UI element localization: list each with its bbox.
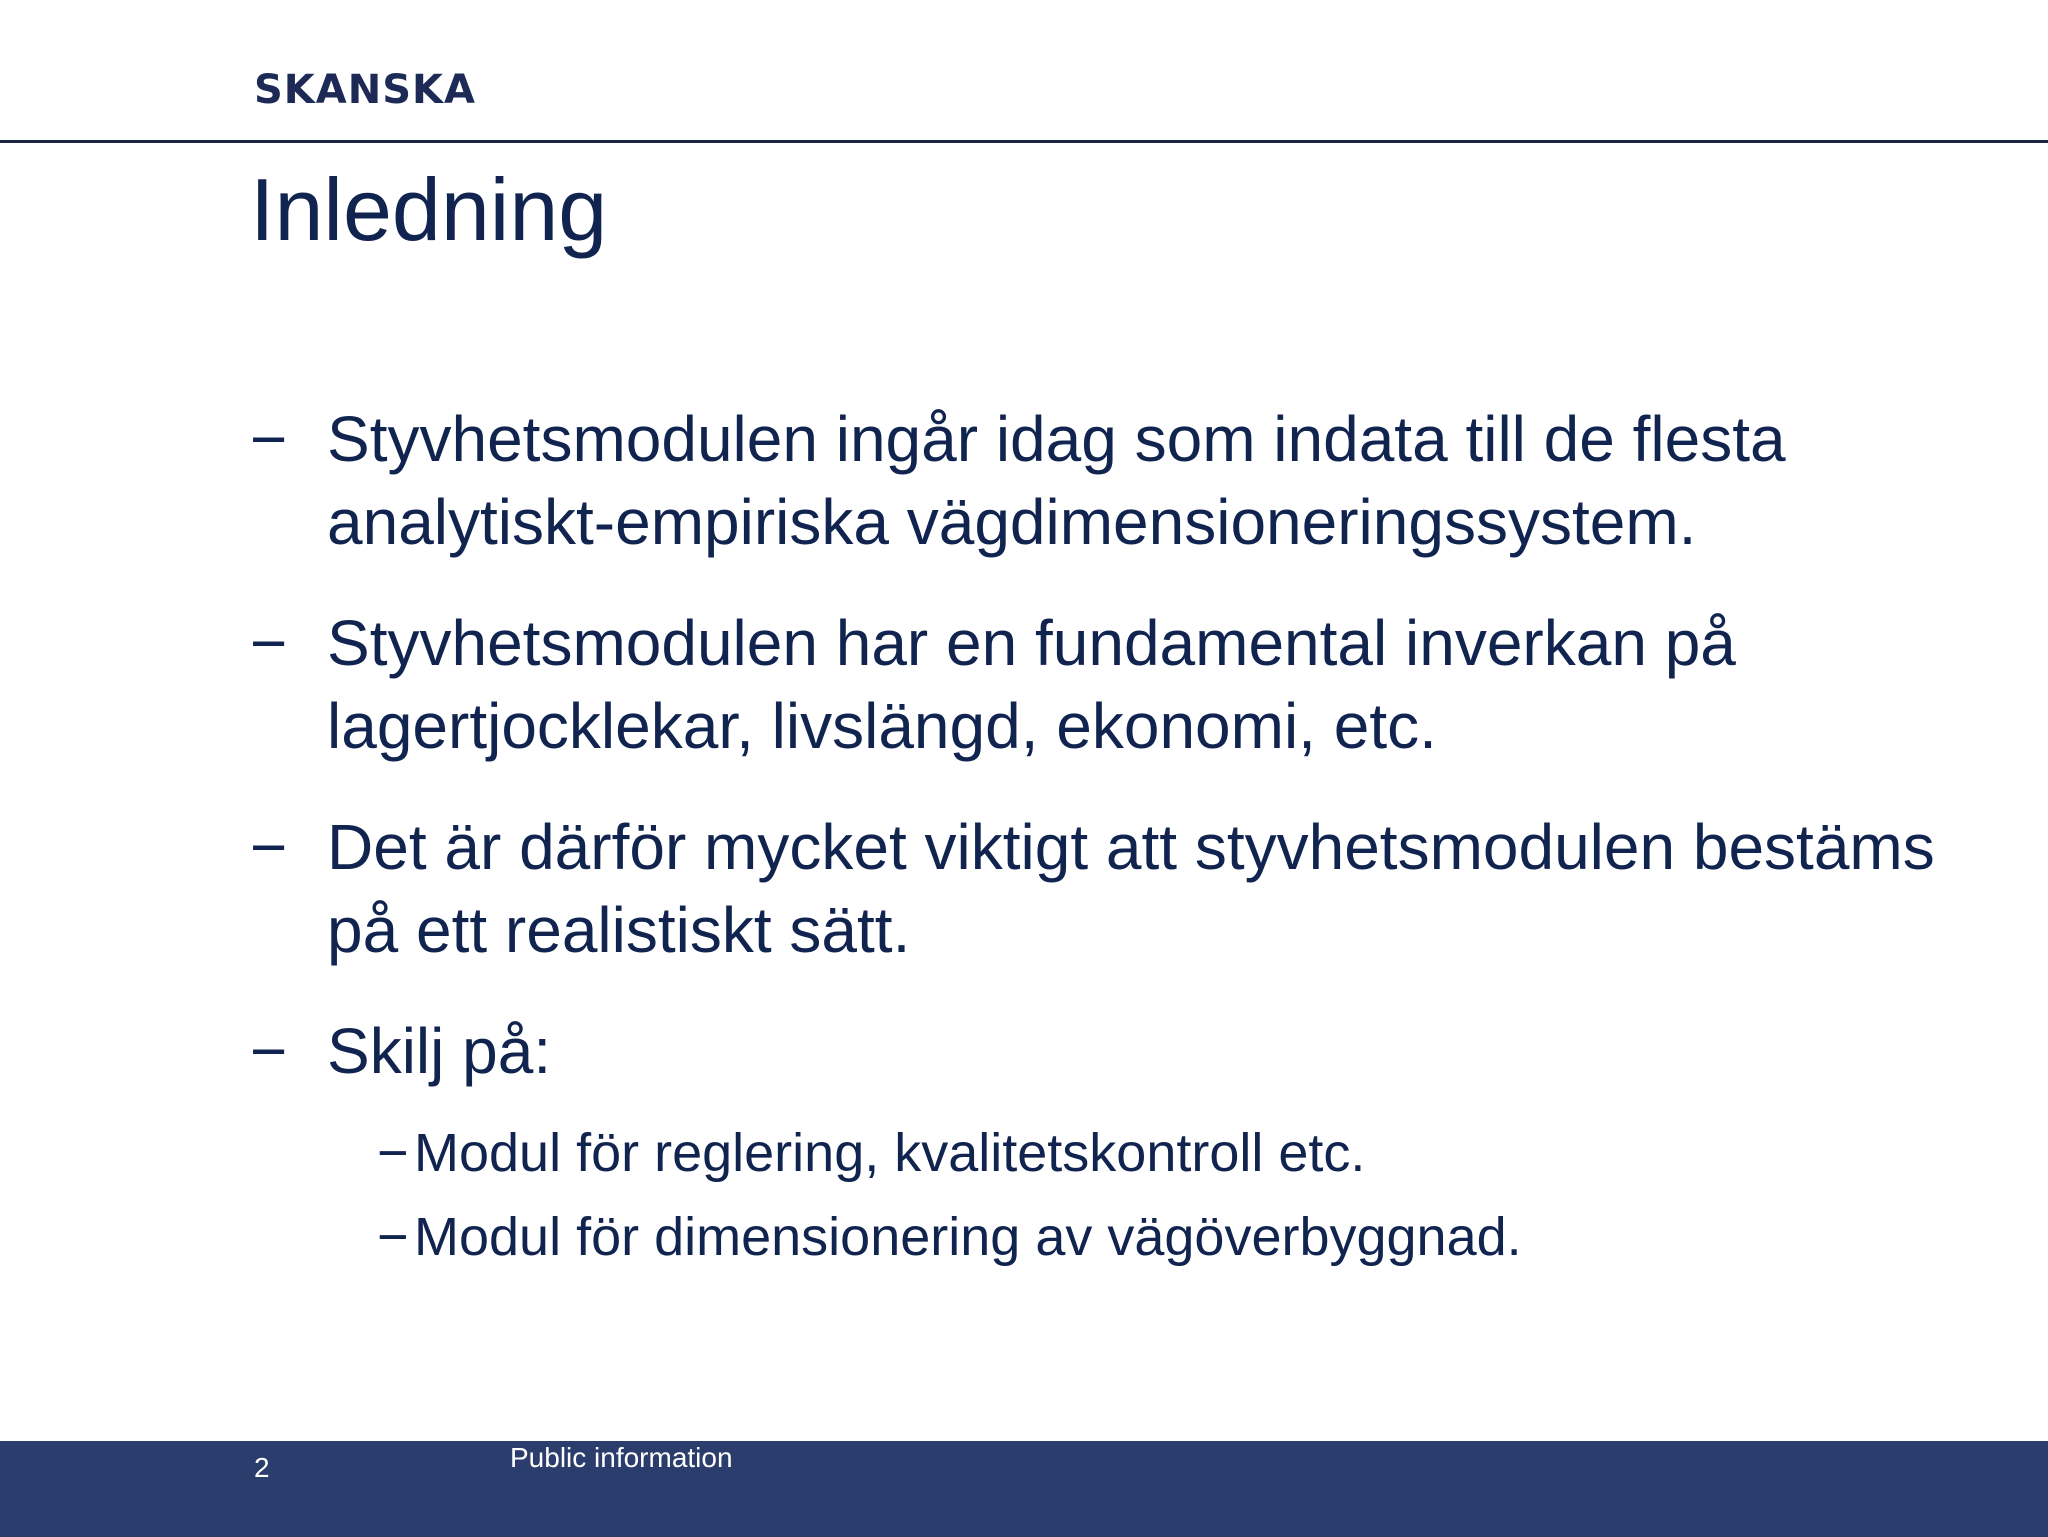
slide-title: Inledning: [250, 160, 608, 259]
classification-label: Public information: [510, 1442, 733, 1473]
bullet-item: [250, 398, 1950, 564]
page-number: 2: [254, 1452, 270, 1483]
bullet-dash: −: [250, 811, 288, 883]
sub-bullet-item: [275, 1111, 1975, 1195]
header-divider: [0, 140, 2048, 143]
bullet-text: Styvhetsmodulen ingår idag som indata till de flesta analytiskt-empiriska vägdimensioneringssystem.: [327, 403, 1786, 558]
bullet-text: Skilj på:: [327, 1015, 552, 1087]
bullet-dash: −: [250, 1015, 288, 1087]
bullet-dash: −: [250, 403, 288, 475]
sub-bullet-dash: −: [377, 1123, 409, 1183]
bullet-text: Det är därför mycket viktigt att styvhetsmodulen bestäms på ett realistiskt sätt.: [327, 811, 1935, 966]
bullet-item: [250, 1010, 1950, 1279]
bullet-dash: −: [250, 607, 288, 679]
sub-bullet-list: [327, 1111, 1950, 1279]
sub-bullet-dash: −: [377, 1207, 409, 1267]
footer-bar: [0, 1441, 2048, 1537]
bullet-item: [250, 806, 1950, 972]
sub-bullet-text: Modul för reglering, kvalitetskontroll etc.: [414, 1123, 1366, 1183]
sub-bullet-item: [275, 1195, 1975, 1279]
skanska-logo: SKANSKA: [254, 67, 476, 113]
bullet-item: [250, 602, 1950, 768]
bullet-list: [250, 398, 1950, 1317]
sub-bullet-text: Modul för dimensionering av vägöverbyggnad.: [414, 1207, 1522, 1267]
bullet-text: Styvhetsmodulen har en fundamental inverkan på lagertjocklekar, livslängd, ekonomi, etc.: [327, 607, 1736, 762]
